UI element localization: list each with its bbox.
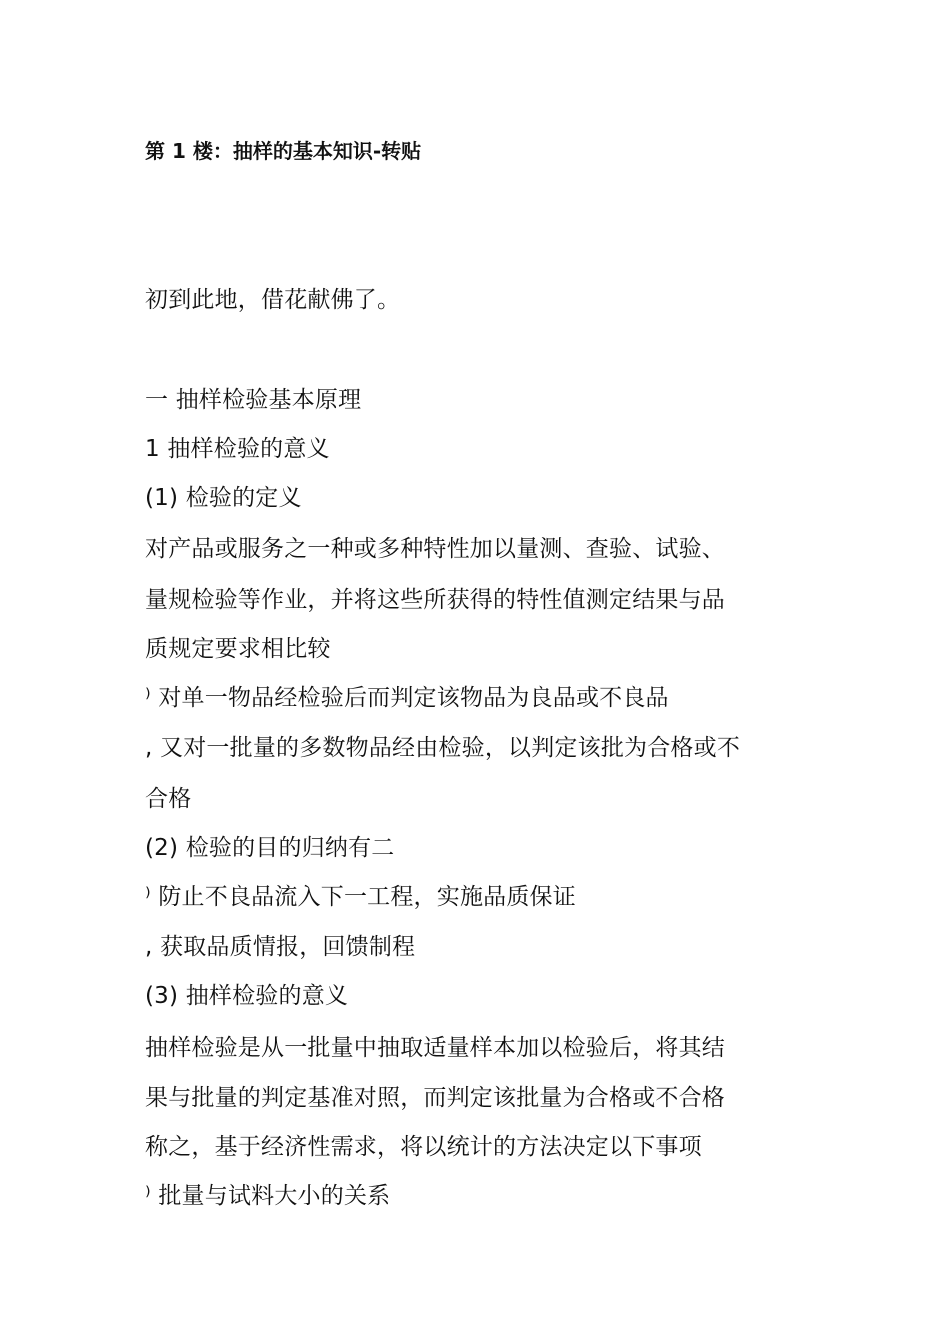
item-heading: (2) 检验的目的归纳有二 [145, 835, 395, 861]
bullet-line: , 获取品质情报，回馈制程 [145, 934, 416, 960]
subsection-heading: 1 抽样检验的意义 [145, 436, 330, 462]
bullet-line: , 又对一批量的多数物品经由检验，以判定该批为合格或不 [145, 735, 741, 761]
bullet-line: ⁾ 防止不良品流入下一工程，实施品质保证 [145, 884, 576, 910]
section-heading: 一 抽样检验基本原理 [145, 387, 362, 413]
paragraph-line: 称之，基于经济性需求，将以统计的方法决定以下事项 [145, 1134, 702, 1160]
item-heading: (1) 检验的定义 [145, 485, 302, 511]
bullet-line: ⁾ 对单一物品经检验后而判定该物品为良品或不良品 [145, 685, 669, 711]
paragraph-line: 合格 [145, 786, 192, 812]
bullet-line: ⁾ 批量与试料大小的关系 [145, 1183, 391, 1209]
paragraph-line: 量规检验等作业，并将这些所获得的特性值测定结果与品 [145, 587, 725, 613]
paragraph-line: 抽样检验是从一批量中抽取适量样本加以检验后，将其结 [145, 1035, 725, 1061]
paragraph-line: 质规定要求相比较 [145, 636, 331, 662]
paragraph-line: 果与批量的判定基准对照，而判定该批量为合格或不合格 [145, 1085, 725, 1111]
item-heading: (3) 抽样检验的意义 [145, 983, 349, 1009]
intro-text: 初到此地，借花献佛了。 [145, 287, 401, 313]
post-title: 第 1 楼：抽样的基本知识-转贴 [145, 139, 422, 163]
paragraph-line: 对产品或服务之一种或多种特性加以量测、查验、试验、 [145, 536, 725, 562]
